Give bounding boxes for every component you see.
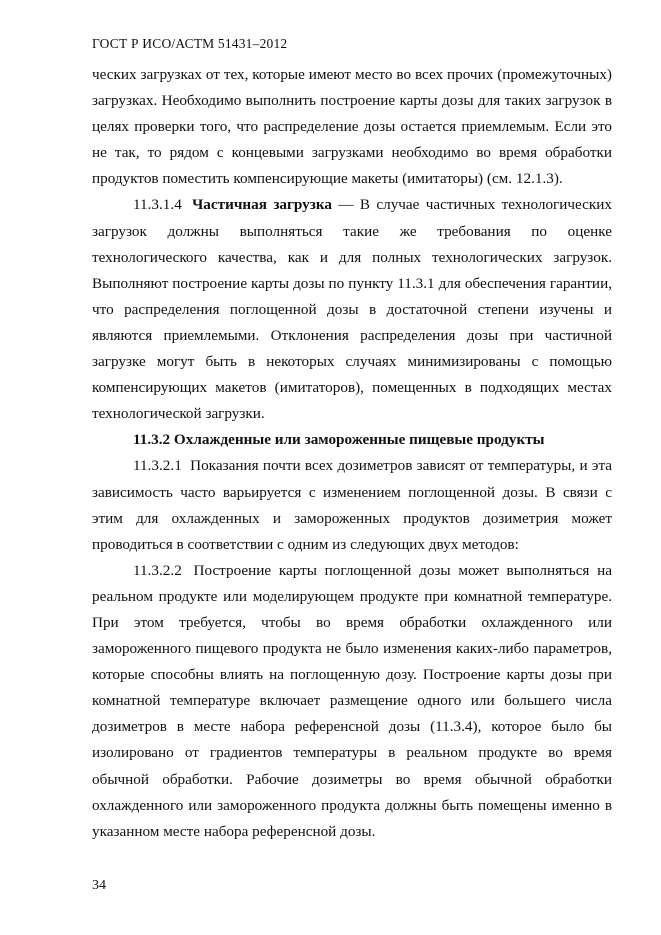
clause-term: Частичная загрузка: [192, 196, 332, 214]
paragraph-11-3-2-2: [92, 558, 612, 845]
clause-number: 11.3.2.2: [133, 561, 182, 579]
section-heading-11-3-2: 11.3.2 Охлажденные или замороженные пищевые продукты: [133, 431, 545, 449]
paragraph-continuation: ческих загрузках от тех, которые имеют место во всех прочих (промежуточных) загрузках. Необходимо выполнить построение карты дозы для таких загрузок в целях проверки того, что распределение дозы остается приемлемым. Если это не так, то рядом с концевыми загрузками необходимо во время обработки продуктов поместить компенсирующие макеты (имитаторы) (см. 12.1.3).: [92, 66, 612, 188]
standard-header: ГОСТ Р ИСО/АСТМ 51431–2012: [92, 36, 288, 51]
clause-text: Построение карты поглощенной дозы может выполняться на реальном продукте или моделирующем продукте при комнатной температуре. При этом требуется, чтобы во время обработки охлажденного или замороженного пищевого продукта не было изменения каких-либо параметров, которые способны влиять на поглощенную дозу. Построение карты дозы при комнатной температуре включает размещение одного или большего числа дозиметров в месте набора референсной дозы (11.3.4), которое было бы изолировано от градиентов температуры в реальном продукте во время обычной обработки. Рабочие дозиметры во время обычной обработки охлажденного или замороженного продукта должны быть помещены именно в указанном месте набора референсной дозы.: [92, 561, 612, 840]
clause-number: 11.3.2.1: [133, 457, 182, 475]
paragraph-11-3-1-4: [92, 192, 612, 427]
paragraph-11-3-2-1: [92, 453, 612, 557]
clause-number: 11.3.1.4: [133, 196, 182, 214]
page-number: 34: [92, 878, 106, 893]
clause-text: Показания почти всех дозиметров зависят от температуры, и эта зависимость часто варьируется с изменением поглощенной дозы. В связи с этим для охлажденных и замороженных продуктов дозиметрия может проводиться в соответствии с одним из следующих двух методов:: [92, 457, 613, 553]
document-body: [92, 62, 612, 845]
clause-text: — В случае частичных технологических загрузок должны выполняться такие же требования по оценке технологического качества, как и для полных технологических загрузок. Выполняют построение карты дозы по пункту 11.3.1 для обеспечения гарантии, что распределения поглощенной дозы в достаточной степени изучены и являются приемлемыми. Отклонения распределения дозы при частичной загрузке могут быть в некоторых случаях минимизированы с помощью компенсирующих макетов (имитаторов), помещенных в подходящих местах технологической загрузки.: [92, 196, 612, 423]
